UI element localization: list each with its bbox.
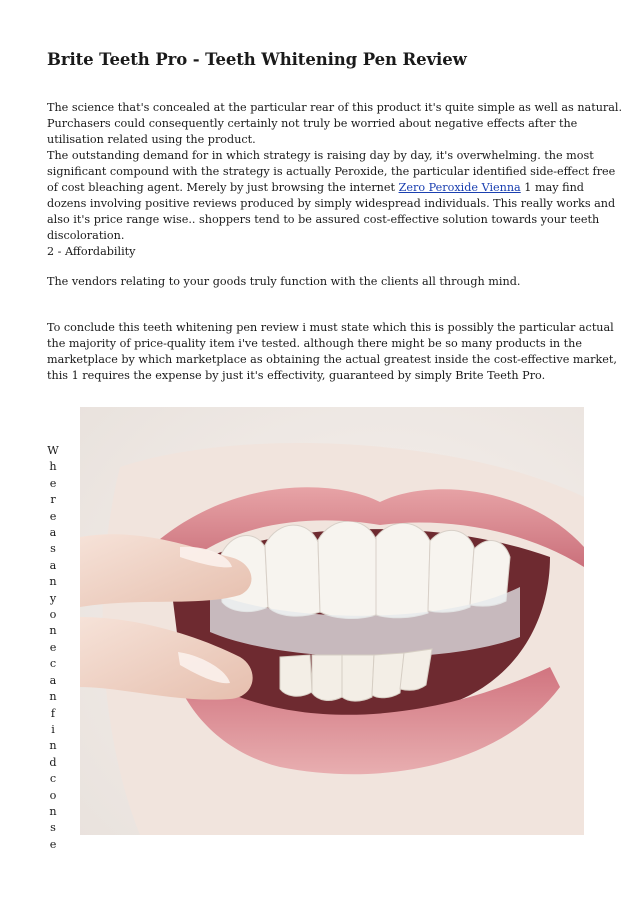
paragraph-vendors: The vendors relating to your goods truly function with the clients all through mind. bbox=[47, 275, 521, 288]
vertical-letter: e bbox=[49, 509, 57, 523]
vertical-letter: n bbox=[49, 624, 57, 638]
text-line: The outstanding demand for in which strategy is raising day by day, it's overwhelming. the most bbox=[47, 149, 594, 162]
vertical-letter: a bbox=[49, 673, 57, 687]
vertical-letter: n bbox=[49, 739, 57, 753]
vertical-letter: r bbox=[50, 493, 56, 507]
vertical-letter: f bbox=[50, 706, 56, 720]
text-line-with-link bbox=[47, 180, 597, 196]
vertical-letter: d bbox=[49, 755, 57, 769]
vertical-letter: c bbox=[49, 657, 57, 671]
text-line: the majority of price-quality item i've tested. although there might be so many products in the bbox=[47, 337, 582, 350]
vertical-letter: n bbox=[49, 690, 57, 704]
vertical-letter: e bbox=[49, 837, 57, 851]
text-line: this 1 requires the expense by just it's effectivity, guaranteed by simply Brite Teeth Pro. bbox=[47, 369, 546, 382]
vertical-letter: n bbox=[49, 575, 57, 589]
text-line: The science that's concealed at the particular rear of this product it's quite simple as well as natural. bbox=[47, 101, 623, 114]
section-heading-affordability: 2 - Affordability bbox=[47, 245, 136, 258]
text-line: To conclude this teeth whitening pen review i must state which this is possibly the particular actual bbox=[47, 321, 614, 334]
vertical-letter: a bbox=[49, 526, 57, 540]
text-line: Purchasers could consequently certainly not truly be worried about negative effects after the bbox=[47, 117, 578, 130]
vertical-letter: e bbox=[49, 476, 57, 490]
zero-peroxide-vienna-link[interactable]: Zero Peroxide Vienna bbox=[398, 181, 521, 194]
vertical-letter: a bbox=[49, 558, 57, 572]
page-title: Brite Teeth Pro - Teeth Whitening Pen Review bbox=[47, 50, 467, 69]
paragraph-conclusion bbox=[47, 320, 617, 384]
vertical-letter: W bbox=[47, 444, 59, 457]
text-line: discoloration. bbox=[47, 229, 125, 242]
text-line: utilisation related using the product. bbox=[47, 133, 256, 146]
vertical-letter: n bbox=[49, 804, 57, 818]
teeth-aligner-photo bbox=[80, 407, 584, 835]
vertical-wrapped-text bbox=[47, 443, 59, 853]
text-line: dozens involving positive reviews produced by simply widespread individuals. This really works and bbox=[47, 197, 616, 210]
mouth-illustration bbox=[80, 407, 584, 835]
vertical-letter: c bbox=[49, 772, 57, 786]
vertical-letter: h bbox=[49, 460, 57, 474]
text-before-link: of cost bleaching agent. Merely by just browsing the internet bbox=[47, 181, 399, 194]
vertical-letter: y bbox=[49, 591, 57, 605]
vertical-letter: e bbox=[49, 640, 57, 654]
text-line: significant compound with the strategy is actually Peroxide, the particular identified side-effect free bbox=[47, 165, 616, 178]
vertical-letter: s bbox=[50, 542, 56, 556]
vertical-letter: o bbox=[49, 788, 57, 802]
text-line: also it's price range wise.. shoppers tend to be assured cost-effective solution towards your teeth bbox=[47, 213, 600, 226]
text-line: marketplace by which marketplace as obtaining the actual greatest inside the cost-effective market, bbox=[47, 353, 617, 366]
vertical-letter: s bbox=[50, 821, 56, 835]
vertical-letter: i bbox=[51, 722, 55, 736]
text-after-link: 1 may find bbox=[520, 181, 584, 194]
paragraph-intro bbox=[47, 100, 623, 260]
vertical-letter: o bbox=[49, 608, 57, 622]
